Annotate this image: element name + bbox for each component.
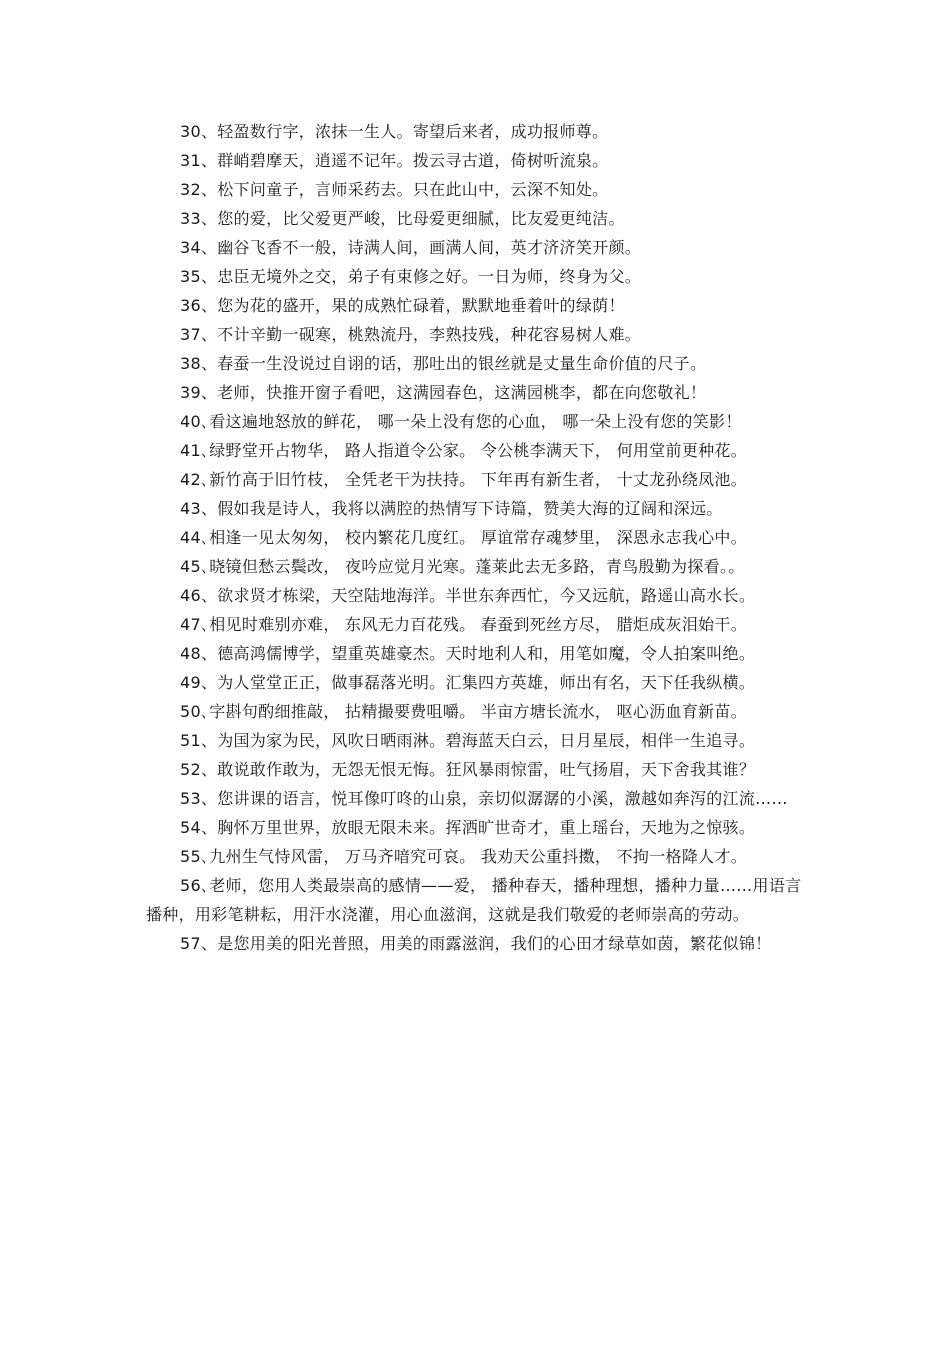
list-item: 45､晓镜但愁云鬓改， 夜吟应觉月光寒。蓬莱此去无多路，青鸟殷勤为探看。。 — [180, 557, 745, 576]
list-item: 33、您的爱，比父爱更严峻，比母爱更细腻，比友爱更纯洁。 — [180, 209, 625, 228]
list-item: 41､绿野堂开占物华， 路人指道令公家。 令公桃李满天下， 何用堂前更种花。 — [180, 441, 748, 460]
list-item: 30、轻盈数行字，浓抹一生人。寄望后来者，成功报师尊。 — [180, 122, 609, 141]
list-item: 42､新竹高于旧竹枝， 全凭老干为扶持。 下年再有新生者， 十丈龙孙绕凤池。 — [180, 470, 748, 489]
list-item: 39、老师，快推开窗子看吧，这满园春色，这满园桃李，都在向您敬礼！ — [180, 383, 707, 402]
list-item: 44､相逢一见太匆匆， 校内繁花几度红。 厚谊常存魂梦里， 深恩永志我心中。 — [180, 528, 748, 547]
list-item: 55､九州生气恃风雷， 万马齐喑究可哀。 我劝天公重抖擞， 不拘一格降人才。 — [180, 847, 748, 866]
list-item: 37、不计辛勤一砚寒，桃熟流丹，李熟技残，种花容易树人难。 — [180, 325, 642, 344]
list-item: 32、松下问童子，言师采药去。只在此山中，云深不知处。 — [180, 180, 609, 199]
list-item: 43、假如我是诗人，我将以满腔的热情写下诗篇，赞美大海的辽阔和深远。 — [180, 499, 723, 518]
list-item: 34、幽谷飞香不一般，诗满人间，画满人间，英才济济笑开颜。 — [180, 238, 642, 257]
list-item: 57、是您用美的阳光普照，用美的雨露滋润，我们的心田才绿草如茵，繁花似锦！ — [180, 934, 772, 953]
list-item: 48、德高鸿儒博学，望重英雄豪杰。天时地利人和，用笔如魔，令人拍案叫绝。 — [180, 644, 756, 663]
list-item: 40､看这遍地怒放的鲜花， 哪一朵上没有您的心血， 哪一朵上没有您的笑影！ — [180, 412, 742, 431]
list-item: 51、为国为家为民，风吹日晒雨淋。碧海蓝天白云，日月星辰，相伴一生追寻。 — [180, 731, 756, 750]
list-item: 46、欲求贤才栋梁，天空陆地海洋。半世东奔西忙，今又远航，路遥山高水长。 — [180, 586, 756, 605]
list-item: 54、胸怀万里世界，放眼无限未来。挥洒旷世奇才，重上瑶台，天地为之惊骇。 — [180, 818, 756, 837]
list-item: 47､相见时难别亦难， 东风无力百花残。 春蚕到死丝方尽， 腊炬成灰泪始干。 — [180, 615, 748, 634]
list-item: 31、群峭碧摩天，逍遥不记年。拨云寻古道，倚树听流泉。 — [180, 151, 609, 170]
list-item: 50､字斟句酌细推敲， 拈精撮要费咀嚼。 半亩方塘长流水， 呕心沥血育新苗。 — [180, 702, 748, 721]
list-item: 38、春蚕一生没说过自诩的话，那吐出的银丝就是丈量生命价值的尺子。 — [180, 354, 707, 373]
list-item: 56､老师，您用人类最崇高的感情——爱， 播种春天，播种理想，播种力量……用语言播种，用彩笔耕耘，用汗水浇灌，用心血滋润，这就是我们敬爱的老师崇高的劳动。 — [146, 876, 802, 924]
list-item: 52、敢说敢作敢为，无怨无恨无悔。狂风暴雨惊雷，吐气扬眉，天下舍我其谁？ — [180, 760, 756, 779]
list-item: 35、忠臣无境外之交，弟子有束修之好。一日为师，终身为父。 — [180, 267, 642, 286]
list-item: 53、您讲课的语言，悦耳像叮咚的山泉，亲切似潺潺的小溪，激越如奔泻的江流…… — [180, 789, 788, 808]
list-item: 36、您为花的盛开，果的成熟忙碌着，默默地垂着叶的绿荫！ — [180, 296, 625, 315]
list-item: 49、为人堂堂正正，做事磊落光明。汇集四方英雄，师出有名，天下任我纵横。 — [180, 673, 756, 692]
document-body — [146, 117, 810, 958]
